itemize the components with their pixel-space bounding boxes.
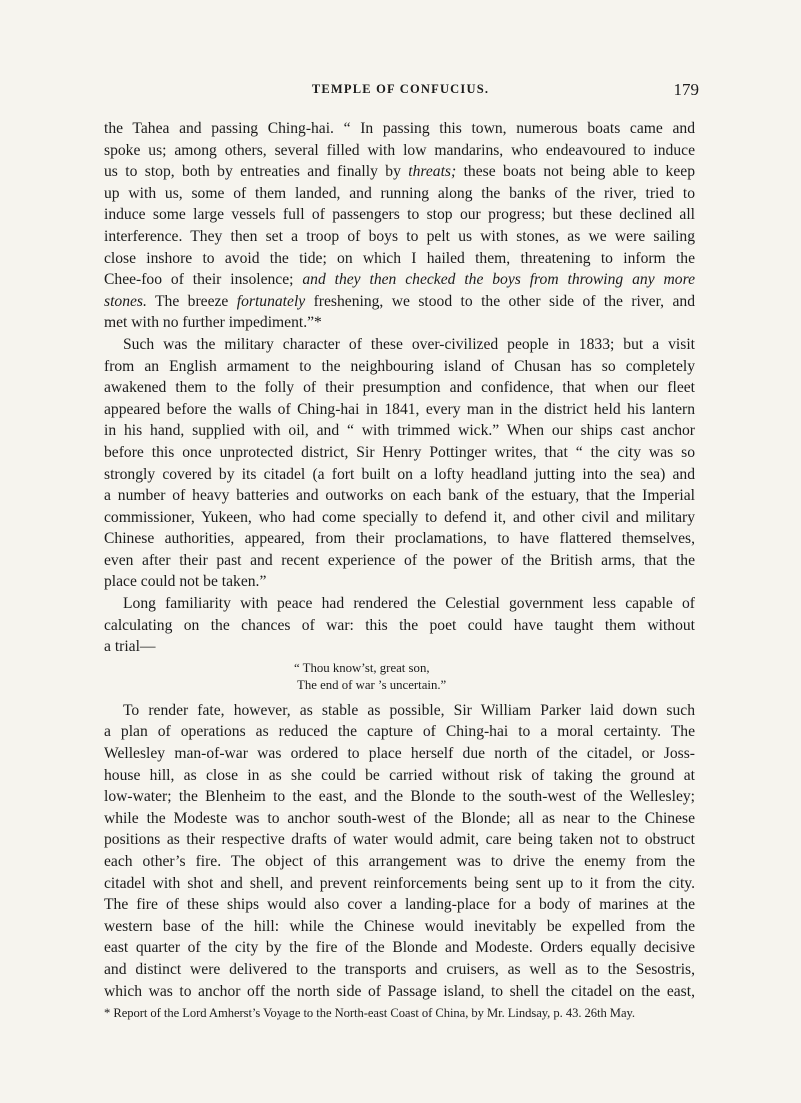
text-line: Chee-foo of their insolence; and they then checked the boys from throwing any more <box>104 271 695 289</box>
text-line: each other’s fire. The object of this arrangement was to drive the enemy from the <box>104 853 695 870</box>
text-line: house hill, as close in as she could be carried without risk of taking the ground at <box>104 766 695 784</box>
text-line: To render fate, however, as stable as possible, Sir William Parker laid down such <box>123 701 695 719</box>
text-line: met with no further impediment.”* <box>104 314 322 332</box>
text-line: close inshore to avoid the tide; on which I hailed them, threatening to inform the <box>104 249 695 267</box>
text-line: commissioner, Yukeen, who had come specially to defend it, and other civil and military <box>104 508 695 526</box>
text-line: from an English armament to the neighbouring island of Chusan has so completely <box>104 357 695 375</box>
page-number: 179 <box>673 80 699 99</box>
italic-text: threats; <box>408 163 457 181</box>
text-line: the Tahea and passing Ching-hai. “ In passing this town, numerous boats came and <box>104 120 695 137</box>
text-line: a number of heavy batteries and outworks on each bank of the estuary, that the Imperial <box>104 487 695 505</box>
text-line: awakened them to the folly of their presumption and confidence, that when our fleet <box>104 379 695 397</box>
text-line: Such was the military character of these over-civilized people in 1833; but a visit <box>123 335 695 353</box>
text-line: Long familiarity with peace had rendered the Celestial government less capable of <box>123 595 695 613</box>
paragraph-4 <box>104 700 695 1002</box>
page-body <box>104 118 695 1021</box>
text-line: us to stop, both by entreaties and finally by threats; these boats not being able to keep <box>104 163 695 181</box>
italic-text: stones. <box>104 292 147 310</box>
text-line: western base of the hill: while the Chinese would inevitably be expelled from the <box>104 917 695 935</box>
italic-text: fortunately <box>236 292 306 310</box>
text-line: before this once unprotected district, Sir Henry Pottinger writes, that “ the city was so <box>104 443 695 461</box>
text-line: which was to anchor off the north side of Passage island, to shell the citadel on the east, <box>104 982 695 1000</box>
text-line: interference. They then set a troop of boys to pelt us with stones, as we were sailing <box>104 227 695 245</box>
text-line: Chinese authorities, appeared, from their proclamations, to have flattered themselves, <box>104 530 695 548</box>
text-line: in his hand, supplied with oil, and “ with trimmed wick.” When our ships cast anchor <box>104 422 695 440</box>
text-line: while the Modeste was to anchor south-west of the Blonde; all as near to the Chinese <box>104 809 695 827</box>
verse-line: The end of war ’s uncertain.” <box>297 677 447 692</box>
footnote: * Report of the Lord Amherst’s Voyage to the North-east Coast of China, by Mr. Lindsay, p. 43. 26th May. <box>104 1006 636 1021</box>
paragraph-1 <box>104 118 695 334</box>
text-line: up with us, some of them landed, and running along the banks of the river, tried to <box>104 184 695 202</box>
text-line: positions as their respective drafts of water would admit, care being taken not to obstruct <box>104 831 695 849</box>
text-line: and distinct were delivered to the transports and cruisers, as well as to the Sesostris, <box>104 960 695 978</box>
text-line: calculating on the chances of war: this the poet could have taught them without <box>104 616 695 634</box>
text-line: low-water; the Blenheim to the east, and the Blonde to the south-west of the Wellesley; <box>104 788 695 806</box>
text-line: appeared before the walls of Ching-hai in 1841, every man in the district held his lantern <box>104 400 695 418</box>
text-line: Wellesley man-of-war was ordered to place herself due north of the citadel, or Joss- <box>104 745 695 763</box>
text-line: spoke us; among others, several filled with low mandarins, who endeavoured to induce <box>104 141 695 159</box>
paragraph-2 <box>104 334 695 593</box>
text-line: stones. The breeze fortunately freshening, we stood to the other side of the river, and <box>104 292 695 310</box>
text-line: citadel with shot and shell, and prevent reinforcements being sent up to it from the city. <box>104 874 695 892</box>
text-line: east quarter of the city by the fire of the Blonde and Modeste. Orders equally decisive <box>104 939 695 957</box>
text-line: induce some large vessels full of passengers to stop our progress; but these declined all <box>104 206 695 224</box>
verse-quotation <box>104 660 695 694</box>
text-line: place could not be taken.” <box>104 573 267 591</box>
text-line: even after their past and recent experience of the power of the British arms, that the <box>104 551 695 569</box>
paragraph-3 <box>104 593 695 658</box>
italic-text: and they then checked the boys from throwing any more <box>302 271 695 289</box>
verse-line: “ Thou know’st, great son, <box>294 660 430 675</box>
page-header <box>0 80 801 106</box>
running-title: TEMPLE OF CONFUCIUS. <box>311 82 490 96</box>
text-line: strongly covered by its citadel (a fort built on a lofty headland jutting into the sea) and <box>104 465 695 483</box>
text-line: a trial— <box>104 638 156 656</box>
text-line: a plan of operations as reduced the capture of Ching-hai to a moral certainty. The <box>104 723 695 741</box>
text-line: The fire of these ships would also cover a landing-place for a body of marines at the <box>104 896 695 914</box>
